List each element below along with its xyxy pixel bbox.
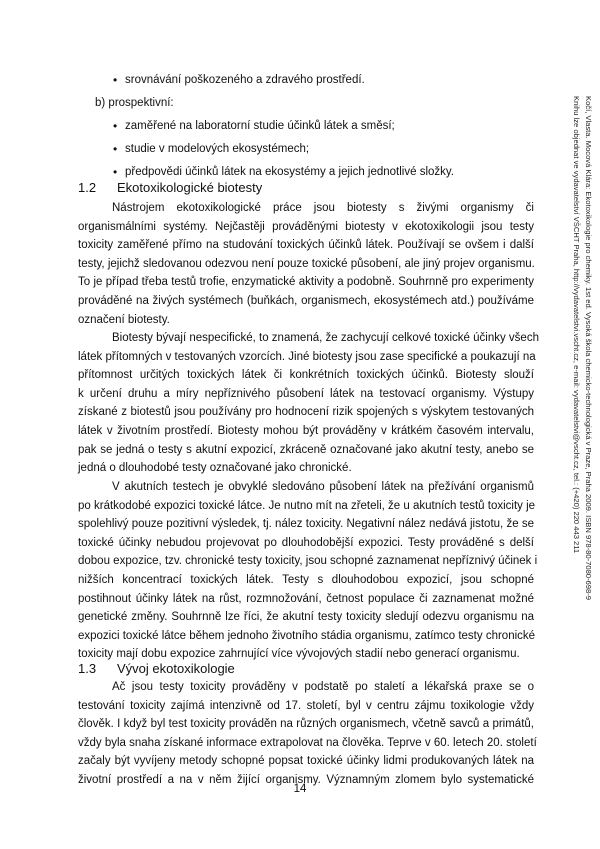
list-item: • předpovědi účinků látek na ekosystémy a jejich jednotlivé složky. [95,161,535,184]
side-citation [560,96,596,616]
text-line: člověk. I když byl test toxicity prováděn na různých organismech, včetně savců a primátů, [78,718,534,731]
text-line: látek v životním prostředí. Biotesty mohou být prováděny v krátkém časovém intervalu, [78,424,534,437]
section-title: Vývoj ekotoxikologie [117,661,235,676]
paragraph [78,329,539,478]
citation-line: Kočí, Vlasta. Mocová Klára: Ekotoxikologie pro chemiky. 1st ed. Vysoká škola chemicko-technologická v Praze, Praha 2009. ISBN 978-80-7080-698-9 [584,96,593,600]
list-sub-label: b) prospektivní: [95,97,174,109]
text-line: jedná o dlouhodobé testy označované jako chronické. [78,462,352,475]
section-title: Ekotoxikologické biotesty [117,180,263,195]
text-line: postihnout účinky látek na růst, rozmnožování, četnost populace či zaznamenat možné [78,592,534,605]
text-line: toxicity mají dobu expozice zahrnující více vývojových stadií nebo generací organismu. [78,648,520,661]
text-line: toxické účinky nebudou projevovat po dlouhodobější expozici. Testy prováděné s delší [78,536,534,549]
text-line: označení biotesty. [78,313,170,326]
text-line: toxicity zaměřené přímo na studování toxických účinků látek. Používají se ovšem i další [78,239,534,252]
list-item: • studie v modelových ekosystémech; [95,138,535,161]
text-line: testování toxicity zajímá intenzivně od 17. století, byl v centru zájmu toxikologie vždy [78,699,534,712]
text-line: prováděné na živých systémech (buňkách, organismech, ekosystémech atd.) používáme [78,294,534,307]
text-line: testy, jejichž sledovanou odezvou není pouze toxické působení, ale jiný projev organismu. [78,257,535,270]
section-heading [78,661,235,676]
text-line: po krátkodobé expozici toxické látce. Je nutno mít na zřeteli, že u akutních testů toxicity je [78,499,536,512]
text-line: k určení druhu a míry nepříznivého působení látek na testovací organismy. Výstupy [78,387,534,400]
text-line: látek přítomných v testovaných vzorcích. Jiné biotesty jsou zase specifické a poukazují na [78,350,536,363]
text-line: přítomnost určitých toxických látek či konkrétních toxických účinků. Biotesty slouží [78,369,534,382]
text-line: dobou expozice, tzv. chronické testy toxicity, jsou schopné zaznamenat nepříznivý účinek i [78,555,538,568]
text-line: expozici toxické látce během jednoho životního stádia organismu, zatímco testy chronické [78,629,536,642]
text-line: genetické změny. Souhrnně lze říci, že akutní testy toxicity sledují odezvu organismu na [78,611,534,624]
text-line: nižších koncentrací toxických látek. Testy s dlouhodobou expozicí, jsou schopné [78,573,534,586]
citation-line: Knihu lze objednat ve vydavatelství VŠCHT Praha, http://vydavatelstvi.vscht.cz, e-mail: vydavatelstvi@vscht.cz, tel.: (+420) 220 443 211 [572,96,581,554]
paragraph [78,199,534,329]
section-heading [78,180,262,195]
text-line: pak se jedná o testy s akutní expozicí, zkráceně označované jako akutní testy, anebo se [78,443,534,456]
text-line: Biotesty bývají nespecifické, to znamená, že zachycují celkové toxické účinky všech [112,332,539,344]
text-line: vždy byla snaha získané informace extrapolovat na člověka. Teprve v 60. letech 20. století [78,736,537,749]
text-line: začaly být vyvíjeny metody schopné popsat toxické účinky lidmi produkovaných látek na [78,755,534,768]
page-number: 14 [293,783,307,795]
text-line: Nástrojem ekotoxikologické práce jsou biotesty s živými organismy či [112,202,534,214]
section-number: 1.2 [78,180,97,195]
text-line: spolehlivý pouze pozitivní výsledek, tj. nález toxicity. Negativní nález nedává jistotu, že se [78,518,534,531]
list-item: • srovnávání poškozeného a zdravého prostředí. [95,69,535,92]
text-line: V akutních testech je obvyklé sledováno působení látek na přežívání organismů [112,481,534,493]
text-line: získané z biotestů jsou používány pro hodnocení rizik spojených s výskytem testovaných [78,406,534,419]
paragraph [78,478,538,664]
text-line: Ač jsou testy toxicity prováděny v podstatě po staletí a lékařská praxe se o [112,681,534,693]
text-line: To je případ třeba testů trofie, enzymatické aktivity a podobně. Souhrnně pro experimenty [78,276,534,289]
list-item: • zaměřené na laboratorní studie účinků látek a směsí; [95,115,535,138]
section-number: 1.3 [78,661,97,676]
intro-list [95,69,535,184]
paragraph [78,678,537,790]
text-line: životní prostředí a na v něm žijící organismy. Významným zlomem bylo systematické [78,773,534,786]
text-line: organismálními systémy. Nejčastěji prováděnými biotesty v ekotoxikologii jsou testy [78,220,534,233]
